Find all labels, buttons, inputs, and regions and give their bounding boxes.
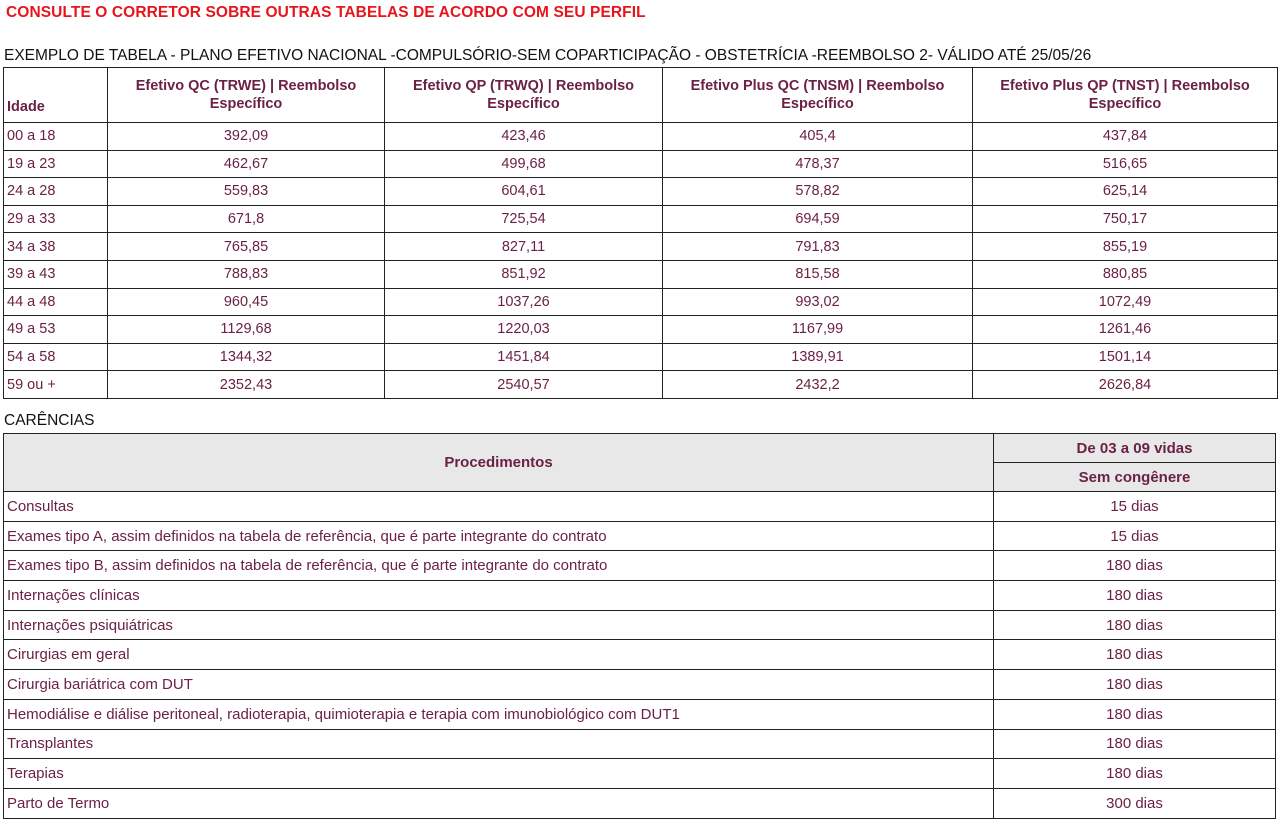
price-cell: 880,85: [973, 260, 1278, 288]
price-cell: 765,85: [108, 233, 385, 261]
waiting-period-cell: 15 dias: [994, 492, 1276, 522]
waiting-period-cell: 300 dias: [994, 788, 1276, 818]
waiting-period-cell: 180 dias: [994, 759, 1276, 789]
price-cell: 855,19: [973, 233, 1278, 261]
waiting-periods-title: CARÊNCIAS: [4, 412, 95, 429]
age-range-cell: 00 a 18: [4, 123, 108, 151]
table-row: [4, 288, 1278, 316]
procedure-cell: Exames tipo B, assim definidos na tabela de referência, que é parte integrante do contrato: [4, 551, 994, 581]
waiting-period-cell: 180 dias: [994, 670, 1276, 700]
waiting-period-cell: 180 dias: [994, 699, 1276, 729]
price-cell: 1129,68: [108, 316, 385, 344]
column-header-efetivo-qc: Efetivo QC (TRWE) | Reembolso Específico: [108, 68, 385, 123]
procedure-cell: Consultas: [4, 492, 994, 522]
age-range-cell: 59 ou +: [4, 371, 108, 399]
price-cell: 1501,14: [973, 343, 1278, 371]
procedure-cell: Terapias: [4, 759, 994, 789]
column-header-procedures: Procedimentos: [4, 434, 994, 492]
price-cell: 815,58: [663, 260, 973, 288]
price-cell: 2626,84: [973, 371, 1278, 399]
table-row: [4, 316, 1278, 344]
age-range-cell: 44 a 48: [4, 288, 108, 316]
table-row: [4, 233, 1278, 261]
table-row: [4, 343, 1278, 371]
price-cell: 791,83: [663, 233, 973, 261]
waiting-period-cell: 180 dias: [994, 551, 1276, 581]
procedure-cell: Cirurgia bariátrica com DUT: [4, 670, 994, 700]
price-cell: 725,54: [385, 205, 663, 233]
table-row: [4, 670, 1276, 700]
price-cell: 1167,99: [663, 316, 973, 344]
price-cell: 516,65: [973, 150, 1278, 178]
waiting-period-cell: 180 dias: [994, 610, 1276, 640]
procedure-cell: Exames tipo A, assim definidos na tabela de referência, que é parte integrante do contrato: [4, 521, 994, 551]
price-cell: 437,84: [973, 123, 1278, 151]
price-cell: 2352,43: [108, 371, 385, 399]
waiting-table-header-row-1: [4, 434, 1276, 463]
price-cell: 993,02: [663, 288, 973, 316]
table-row: [4, 178, 1278, 206]
price-cell: 499,68: [385, 150, 663, 178]
price-cell: 1037,26: [385, 288, 663, 316]
price-cell: 559,83: [108, 178, 385, 206]
column-header-efetivo-qp: Efetivo QP (TRWQ) | Reembolso Específico: [385, 68, 663, 123]
age-range-cell: 34 a 38: [4, 233, 108, 261]
price-cell: 694,59: [663, 205, 973, 233]
column-header-efetivo-plus-qc: Efetivo Plus QC (TNSM) | Reembolso Específico: [663, 68, 973, 123]
table-row: [4, 123, 1278, 151]
price-cell: 392,09: [108, 123, 385, 151]
table-row: [4, 205, 1278, 233]
procedure-cell: Hemodiálise e diálise peritoneal, radioterapia, quimioterapia e terapia com imunobiológico com DUT1: [4, 699, 994, 729]
price-cell: 625,14: [973, 178, 1278, 206]
waiting-period-cell: 180 dias: [994, 640, 1276, 670]
column-header-group-size: De 03 a 09 vidas: [994, 434, 1276, 463]
price-table: [3, 67, 1278, 399]
price-cell: 827,11: [385, 233, 663, 261]
age-range-cell: 49 a 53: [4, 316, 108, 344]
procedure-cell: Cirurgias em geral: [4, 640, 994, 670]
column-header-efetivo-plus-qp: Efetivo Plus QP (TNST) | Reembolso Específico: [973, 68, 1278, 123]
price-cell: 423,46: [385, 123, 663, 151]
procedure-cell: Transplantes: [4, 729, 994, 759]
price-cell: 604,61: [385, 178, 663, 206]
price-cell: 1072,49: [973, 288, 1278, 316]
price-cell: 462,67: [108, 150, 385, 178]
table-row: [4, 150, 1278, 178]
price-cell: 405,4: [663, 123, 973, 151]
waiting-period-cell: 15 dias: [994, 521, 1276, 551]
table-row: [4, 492, 1276, 522]
table-row: [4, 788, 1276, 818]
price-cell: 1389,91: [663, 343, 973, 371]
age-range-cell: 54 a 58: [4, 343, 108, 371]
table-row: [4, 551, 1276, 581]
price-cell: 2432,2: [663, 371, 973, 399]
table-row: [4, 371, 1278, 399]
waiting-period-cell: 180 dias: [994, 581, 1276, 611]
table-row: [4, 699, 1276, 729]
column-header-age: Idade: [4, 68, 108, 123]
age-range-cell: 19 a 23: [4, 150, 108, 178]
table-row: [4, 581, 1276, 611]
price-table-caption: EXEMPLO DE TABELA - PLANO EFETIVO NACIONAL -COMPULSÓRIO-SEM COPARTICIPAÇÃO - OBSTETRÍCIA -REEMBOLSO 2- VÁLIDO ATÉ 25/05/26: [4, 47, 1092, 64]
price-cell: 851,92: [385, 260, 663, 288]
price-cell: 578,82: [663, 178, 973, 206]
procedure-cell: Internações clínicas: [4, 581, 994, 611]
column-header-no-congener: Sem congênere: [994, 463, 1276, 492]
price-cell: 750,17: [973, 205, 1278, 233]
price-cell: 1344,32: [108, 343, 385, 371]
price-table-header-row: [4, 68, 1278, 123]
table-row: [4, 521, 1276, 551]
table-row: [4, 610, 1276, 640]
price-cell: 671,8: [108, 205, 385, 233]
age-range-cell: 39 a 43: [4, 260, 108, 288]
table-row: [4, 260, 1278, 288]
procedure-cell: Parto de Termo: [4, 788, 994, 818]
price-cell: 478,37: [663, 150, 973, 178]
price-cell: 1261,46: [973, 316, 1278, 344]
price-cell: 2540,57: [385, 371, 663, 399]
price-cell: 788,83: [108, 260, 385, 288]
broker-notice: CONSULTE O CORRETOR SOBRE OUTRAS TABELAS DE ACORDO COM SEU PERFIL: [6, 4, 646, 21]
price-cell: 1220,03: [385, 316, 663, 344]
waiting-periods-table: [3, 433, 1276, 819]
age-range-cell: 29 a 33: [4, 205, 108, 233]
table-row: [4, 640, 1276, 670]
waiting-period-cell: 180 dias: [994, 729, 1276, 759]
table-row: [4, 759, 1276, 789]
procedure-cell: Internações psiquiátricas: [4, 610, 994, 640]
age-range-cell: 24 a 28: [4, 178, 108, 206]
table-row: [4, 729, 1276, 759]
price-cell: 960,45: [108, 288, 385, 316]
price-cell: 1451,84: [385, 343, 663, 371]
